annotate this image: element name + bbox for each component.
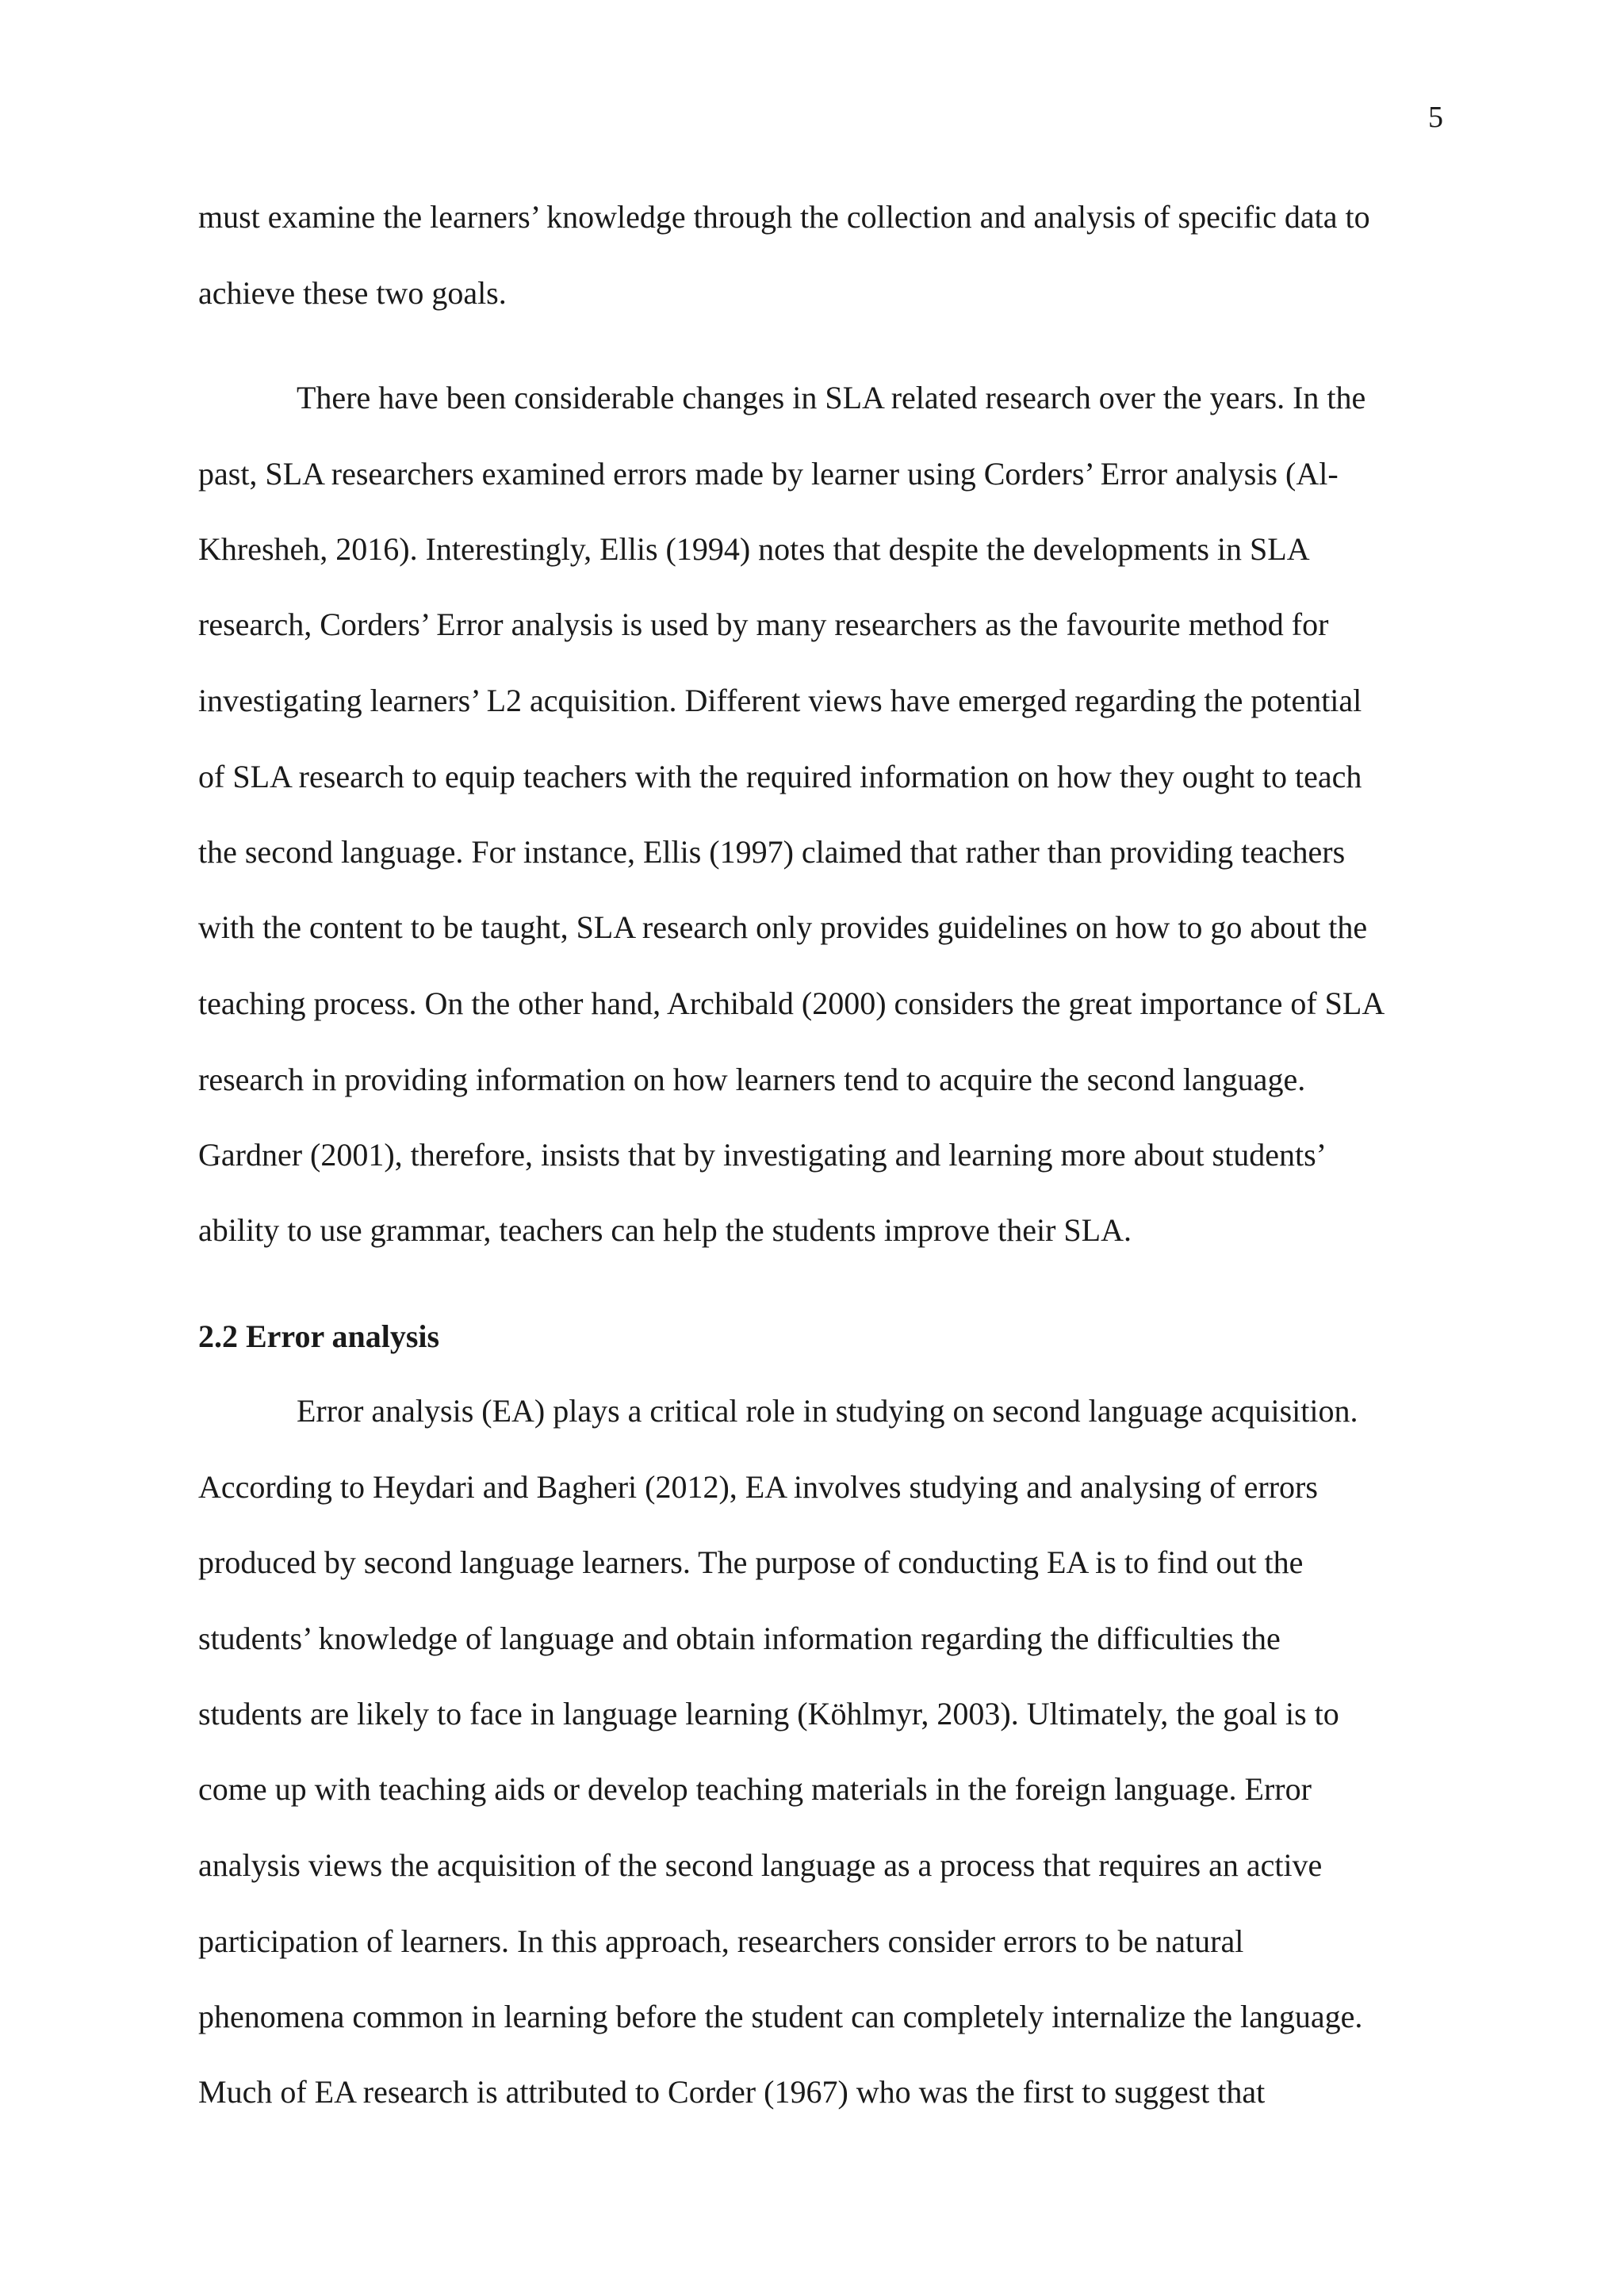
text-line: Khresheh, 2016). Interestingly, Ellis (1994) notes that despite the developments in SLA bbox=[198, 531, 1310, 567]
text-line: ability to use grammar, teachers can help the students improve their SLA. bbox=[198, 1212, 1132, 1248]
text-line: come up with teaching aids or develop teaching materials in the foreign language. Error bbox=[198, 1771, 1312, 1807]
text-line: According to Heydari and Bagheri (2012), EA involves studying and analysing of errors bbox=[198, 1469, 1318, 1505]
text-line: the second language. For instance, Ellis (1997) claimed that rather than providing teachers bbox=[198, 834, 1346, 870]
text-line: Much of EA research is attributed to Corder (1967) who was the first to suggest that bbox=[198, 2074, 1266, 2110]
text-line: investigating learners’ L2 acquisition. Different views have emerged regarding the potential bbox=[198, 683, 1362, 718]
text-line: past, SLA researchers examined errors made by learner using Corders’ Error analysis (Al- bbox=[198, 456, 1339, 492]
text-line: research in providing information on how learners tend to acquire the second language. bbox=[198, 1062, 1306, 1097]
section-heading: 2.2 Error analysis bbox=[198, 1318, 440, 1354]
text-line: produced by second language learners. The purpose of conducting EA is to find out the bbox=[198, 1544, 1304, 1580]
text-line: participation of learners. In this approach, researchers consider errors to be natural bbox=[198, 1923, 1244, 1959]
text-line: Error analysis (EA) plays a critical role in studying on second language acquisition. bbox=[297, 1393, 1358, 1429]
text-line: of SLA research to equip teachers with the required information on how they ought to teach bbox=[198, 759, 1362, 794]
text-line: with the content to be taught, SLA research only provides guidelines on how to go about the bbox=[198, 909, 1368, 945]
text-line: achieve these two goals. bbox=[198, 275, 507, 311]
text-line: Gardner (2001), therefore, insists that by investigating and learning more about students’ bbox=[198, 1137, 1327, 1173]
text-line: must examine the learners’ knowledge through the collection and analysis of specific data to bbox=[198, 199, 1370, 235]
text-line: teaching process. On the other hand, Archibald (2000) considers the great importance of SLA bbox=[198, 985, 1385, 1021]
text-line: students’ knowledge of language and obtain information regarding the difficulties the bbox=[198, 1621, 1281, 1656]
text-line: phenomena common in learning before the student can completely internalize the language. bbox=[198, 1999, 1363, 2034]
text-line: research, Corders’ Error analysis is used by many researchers as the favourite method for bbox=[198, 607, 1329, 642]
text-line: analysis views the acquisition of the second language as a process that requires an active bbox=[198, 1847, 1323, 1883]
text-line: students are likely to face in language learning (Köhlmyr, 2003). Ultimately, the goal is to bbox=[198, 1696, 1339, 1732]
page-number: 5 bbox=[1428, 101, 1443, 134]
text-line: There have been considerable changes in SLA related research over the years. In the bbox=[297, 380, 1366, 415]
